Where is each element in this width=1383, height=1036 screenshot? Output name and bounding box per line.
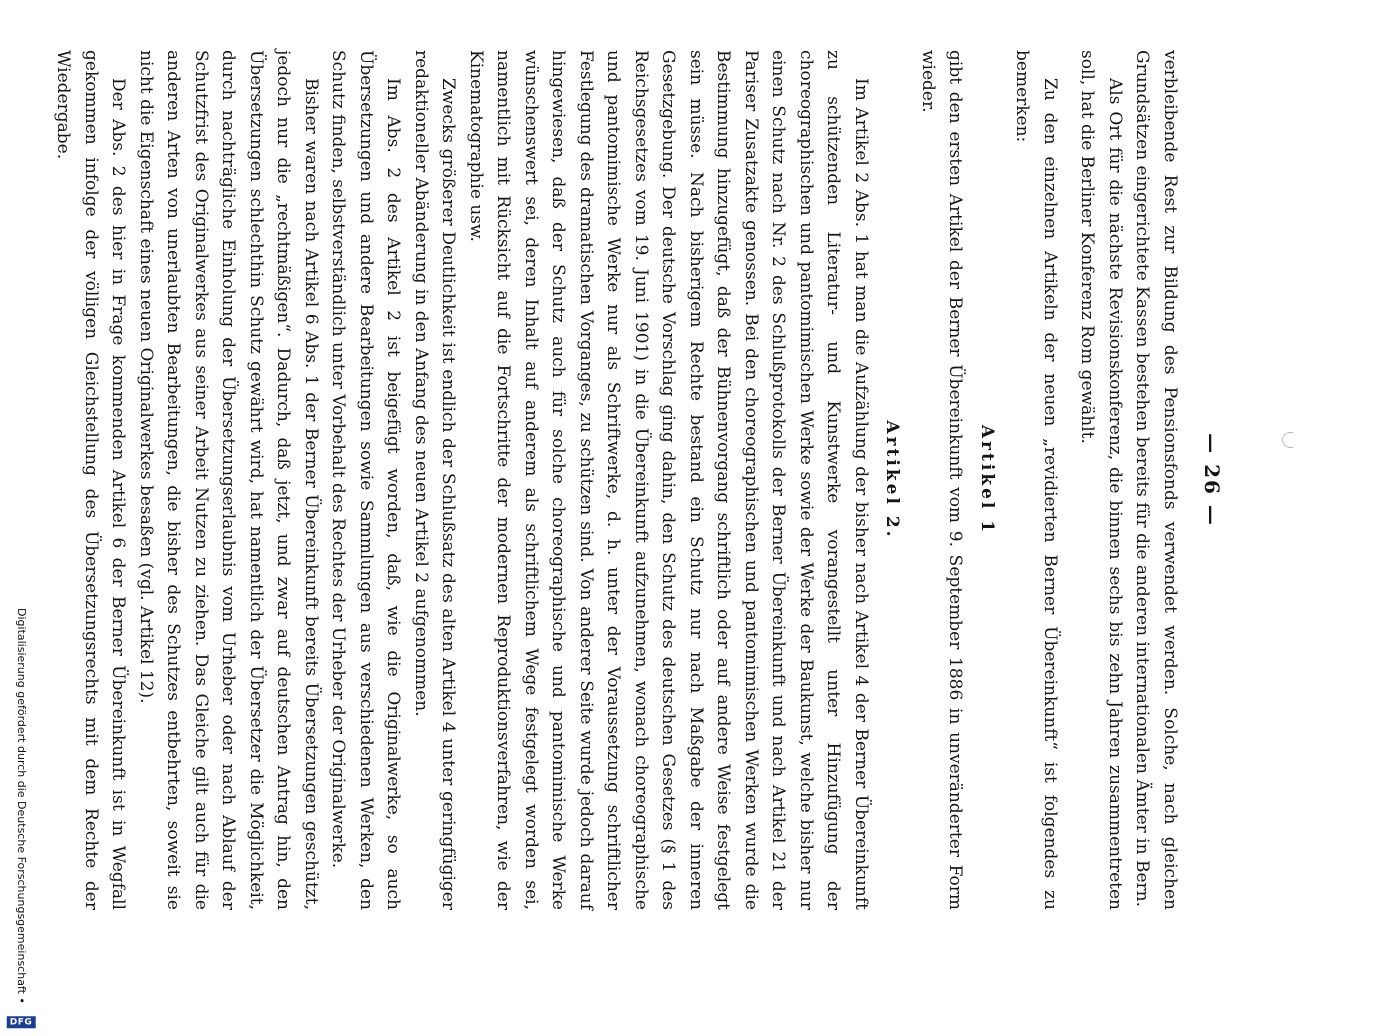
dfg-logo: DFG — [7, 1016, 36, 1028]
paragraph-article-1: gibt den ersten Artikel der Berner Übereinkunft vom 9. September 1886 in unveränderter Form wieder. — [918, 50, 966, 910]
credit-text: Digitalisierung gefördert durch die Deutsche Forschungsgemeinschaft • — [15, 608, 28, 1004]
page-number: — 26 — — [1200, 433, 1224, 527]
paragraph-next-conference: Als Ort für die nächste Revisionskonferenz, die binnen sechs bis zehn Jahren zusammentreten soll, hat die Berliner Konferenz Rom gewählt. — [1077, 50, 1125, 910]
scan-mark — [1282, 432, 1293, 448]
heading-article-1: Artikel 1 — [977, 424, 997, 536]
digitization-credit — [10, 0, 33, 1028]
paragraph-article-2-abs-1: Im Artikel 2 Abs. 1 hat man die Aufzählung der bisher nach Artikel 4 der Berner Übereinkunft zu schützenden Literatur- und Kunstwerke vorangestellt unter Hinzufügung der choreographischen und pantomimischen Werke sowie der Werke der Baukunst, welche bisher nur einen Schutz nach Nr. 2 des Schlußprotokolls der Berner Übereinkunft und nach Artikel 21 der Pariser Zusatzakte genossen. Bei den choreographischen und pantomimischen Werken wurde die Bestimmung hinzugefügt, daß der Bühnenvorgang schriftlich oder auf andere Weise festgelegt sein müsse. Nach bisherigem Rechte bestand ein Schutz nur nach Maßgabe der inneren Gesetzgebung. Der deutsche Vorschlag ging dahin, den Schutz des deutschen Gesetzes (§ 1 des Reichsgesetzes vom 19. Juni 1901) in die Übereinkunft aufzunehmen, wonach choreographische und pantomimische Werke nur als Schriftwerke, d. h. unter der Voraussetzung schriftlicher Festlegung des dramatischen Vorganges, zu schützen sind. Von anderer Seite wurde jedoch darauf hingewiesen, daß der Schutz auch für solche choreographische und pantomimische Werke wünschenswert sei, deren Inhalt auf anderem als schriftlichem Wege festgelegt worden sei, namentlich mit Rücksicht auf die Fortschritte der modernen Reproduktionsverfahren, wie der Kinematographie usw. — [466, 50, 871, 910]
paragraph-pension-fund: verbleibende Rest zur Bildung des Pensionsfonds verwendet werden. Solche, nach gleichen Grundsätzen eingerichtete Kassen bestehen bereits für die anderen internationalen Ämter in Bern. — [1132, 50, 1180, 910]
heading-article-2: Artikel 2. — [882, 420, 903, 540]
paragraph-intro-articles: Zu den einzelnen Artikeln der neuen „revidierten Berner Übereinkunft“ ist folgendes zu bemerken: — [1012, 50, 1060, 910]
paragraph-translations: Bisher waren nach Artikel 6 Abs. 1 der Berner Übereinkunft bereits Übersetzungen geschützt, jedoch nur die „rechtmäßigen“. Dadurch, daß jetzt, und zwar auf deutschen Antrag hin, den Übersetzungen schlechthin Schutz gewährt wird, hat namentlich der Übersetzer die Möglichkeit, durch nachträgliche Einholung der Übersetzungserlaubnis vom Urheber oder nach Ablauf der Schutzfrist des Originalwerkes aus seiner Arbeit Nutzen zu ziehen. Das Gleiche gilt auch für die anderen Arten von unerlaubten Bearbeitungen, die bisher des Schutzes entbehrten, soweit sie nicht die Eigenschaft eines neuen Originalwerkes besaßen (vgl. Artikel 12). — [136, 50, 321, 910]
paragraph-article-2-abs-2: Im Abs. 2 des Artikel 2 ist beigefügt worden, daß, wie die Originalwerke, so auch Übersetzungen und andere Bearbeitungen sowie Sammlungen aus verschiedenen Werken, den Schutz finden, selbstverständlich unter Vorbehalt des Rechtes der Urheber der Originalwerke. — [328, 50, 404, 910]
paragraph-clarity: Zwecks größerer Deutlichkeit ist endlich der Schlußsatz des alten Artikel 4 unter geringfügiger redaktioneller Abänderung in den Anfang des neuen Artikel 2 aufgenommen. — [411, 50, 459, 910]
paragraph-article-6: Der Abs. 2 des hier in Frage kommenden Artikel 6 der Berner Übereinkunft ist in Wegfall gekommen infolge der völligen Gleichstellung des Übersetzungsrechts mit dem Rechte der Wiedergabe. — [53, 50, 129, 910]
scanned-page — [53, 50, 1225, 910]
